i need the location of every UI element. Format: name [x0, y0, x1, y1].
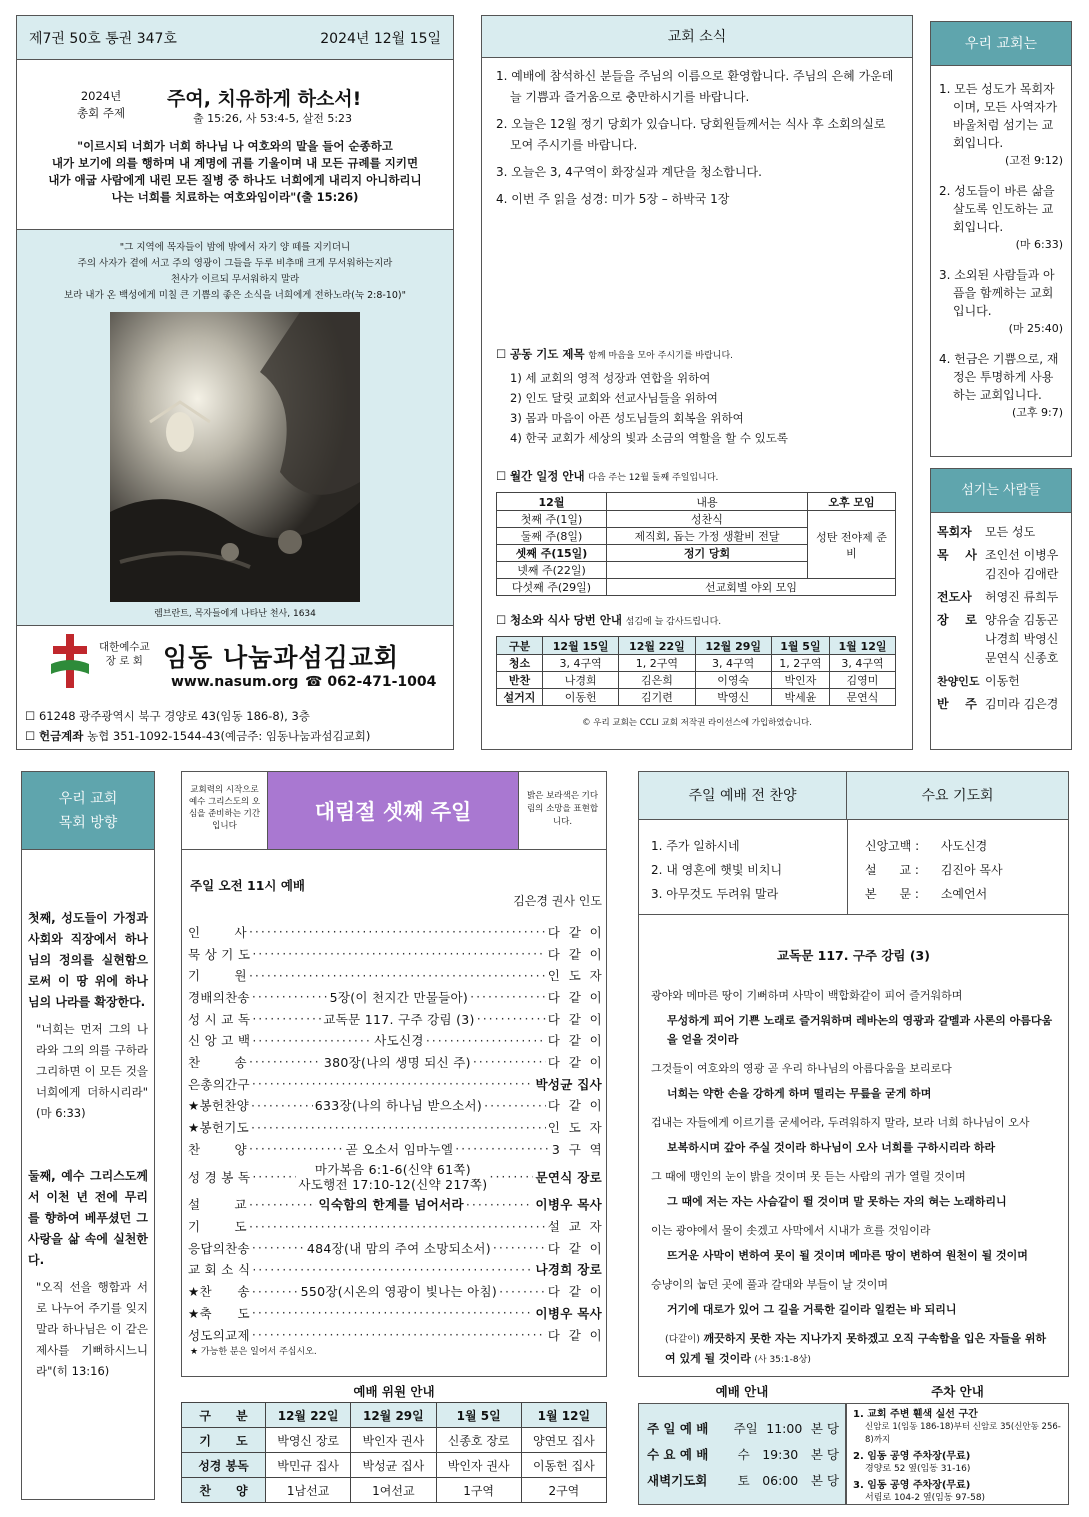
direction-point-2: 둘째, 예수 그리스도께서 이천 년 전에 무리를 향하여 베푸셨던 그 사랑을 삶 속에 실천한다.	[28, 1169, 148, 1267]
committee-title: 예배 위원 안내	[353, 1384, 435, 1399]
church-address: ☐ 61248 광주광역시 북구 경양로 43(임동 186-8), 3층	[25, 709, 310, 723]
order-item: ★축 도 ····· 이병우 목사	[188, 1302, 602, 1324]
painting-caption: 렘브란트, 목자들에게 나타난 천사, 1634	[154, 609, 316, 619]
wed-row: 설 교 : 김진아 목사	[865, 863, 1003, 877]
order-item: 성 경 봉 독 ····· 마가복음 6:1-6(신약 61쪽) 사도행전 17:10-12(신약 217쪽) ····· 문연식 장로	[188, 1160, 602, 1194]
direction-title: 우리 교회 목회 방향	[22, 772, 154, 850]
worship-order-panel	[181, 771, 607, 1377]
servant-row: 반 주 김미라 김은경	[937, 697, 1059, 711]
schedule-row: 새벽기도회 토 06:00 본 당	[647, 1473, 839, 1488]
order-item: 기 도 ····· 설 교 자	[188, 1215, 602, 1237]
monthly-table: 12월 내용 오후 모임 첫째 주(1일) 성찬식 성탄 전야제 준비 둘째 주(8일) 제직회, 돕는 가정 생활비 전달 셋째 주(15일) 정기 당회 넷째 주(22일) 다섯째 주(29일) 선교회별 야외 모임	[496, 492, 896, 596]
servants-panel	[930, 468, 1072, 750]
reading-body	[651, 986, 1056, 1370]
issue-volume: 제7권 50호 통권 347호	[29, 30, 177, 47]
parking-item: 3. 임동 공영 주차장(무료) 서림로 104-2 옆(임동 97-58)	[853, 1480, 986, 1503]
church-phone: ☎ 062-471-1004	[305, 674, 437, 690]
order-item: 교 회 소 식 ····· 나경희 장로	[188, 1259, 602, 1281]
order-item: 성 시 교 독 ····· 교독문 117. 구주 강림 (3) ····· 다 같 이	[188, 1008, 602, 1030]
wed-list	[865, 834, 1003, 906]
wed-title: 수요 기도회	[847, 772, 1068, 820]
prayer-item: 4) 한국 교회가 세상의 빛과 소금의 역할을 할 수 있도록	[510, 431, 788, 445]
reading-response-line: 너희는 약한 손을 강하게 하며 떨리는 무릎을 굳게 하며	[667, 1087, 932, 1100]
news-list	[496, 66, 900, 210]
scripture-block: "그 지역에 목자들이 밤에 밖에서 자기 양 떼를 지키더니 주의 사자가 곁에 서고 주의 영광이 그들을 두루 비추매 크게 무서워하는지라 천사가 이르되 무서워하지 말라 보라 내가 온 백성에게 미칠 큰 기쁨의 좋은 소식을 너희에게 전하노라(눅 2:8-10)" 렘브란트, 목자들에게 나타난 천사, 1634	[17, 230, 453, 626]
order-item: 경배의찬송 ····· 5장(이 천지간 만물들아) ····· 다 같 이	[188, 986, 602, 1008]
duty-table: 구분 12월 15일 12월 22일 12월 29일 1월 5일 1월 12일 청소 3, 4구역 1, 2구역 3, 4구역 1, 2구역 3, 4구역 반찬 나경희 김은희 이영숙 박인자 김영미 설거지 이동헌 김기련 박영신 박세윤 문연식	[496, 636, 896, 706]
church-account: ☐ 헌금계좌 농협 351-1092-1544-43(예금주: 임동나눔과섬김교회)	[25, 729, 371, 743]
order-item: ★봉헌찬양 ····· 633장(나의 하나님 받으소서) ····· 다 같 이	[188, 1095, 602, 1117]
parking-panel	[846, 1403, 1069, 1505]
parking-item: 1. 교회 주변 휀색 실선 구간 신암로 1(임동 186-18)부터 신암로 35(신안동 256-8)까지	[853, 1409, 1061, 1445]
prayer-note: 함께 마음을 모아 주시기를 바랍니다.	[588, 351, 734, 361]
rembrandt-painting-image	[110, 312, 360, 602]
servant-row: 찬양인도 이동헌	[937, 674, 1020, 688]
order-item: 묵 상 기 도 ····· 다 같 이	[188, 943, 602, 965]
duty-note: 섬김에 늘 감사드립니다.	[625, 617, 722, 627]
order-item: 응답의찬송 ····· 484장(내 맘의 주여 소망되소서) ····· 다 같 이	[188, 1237, 602, 1259]
servant-row: 목회자 모든 성도	[937, 525, 1036, 539]
service-title: 주일 오전 11시 예배	[190, 878, 305, 893]
praise-item: 2. 내 영혼에 햇빛 비치니	[651, 863, 783, 877]
direction-quote-1: "너희는 먼저 그의 나라와 그의 의를 구하라 그리하면 이 모든 것을 너희에게 더하시리라"(마 6:33)	[36, 1022, 148, 1120]
top-left-panel	[16, 15, 454, 750]
reading-panel	[638, 771, 1069, 1377]
order-item: 인 사 ····· 다 같 이	[188, 921, 602, 943]
table-row: 설거지 이동헌 김기련 박영신 박세윤 문연식	[497, 689, 896, 706]
order-item: ★찬 송 ····· 550장(시온의 영광이 빛나는 아침) ····· 다 같 이	[188, 1280, 602, 1302]
order-list	[188, 921, 602, 1345]
table-row: 첫째 주(1일) 성찬식 성탄 전야제 준비	[497, 511, 896, 528]
servant-row: 목 사 조인선 이병우 김진아 김애란	[937, 548, 1059, 581]
order-item: 은총의간구 ····· 박성균 집사	[188, 1073, 602, 1095]
reading-leader-line: 그것들이 여호와의 영광 곧 우리 하나님의 아름다움을 보리로다	[651, 1062, 952, 1075]
table-row: 둘째 주(8일) 제직회, 돕는 가정 생활비 전달	[497, 528, 896, 545]
reading-response-line: 거기에 대로가 있어 그 길을 거룩한 길이라 일컫는 바 되리니	[667, 1303, 957, 1316]
table-row: 찬 양 1남선교 1여선교 1구역 2구역	[182, 1478, 607, 1503]
church-website[interactable]: www.nasum.org	[171, 674, 299, 690]
schedule-panel	[638, 1403, 846, 1505]
schedule-title: 예배 안내	[715, 1384, 769, 1399]
issue-date: 2024년 12월 15일	[320, 30, 441, 47]
reading-response-line: 뜨거운 사막이 변하여 못이 될 것이며 메마른 땅이 변하여 원천이 될 것이며	[667, 1249, 1028, 1262]
news-item: 2. 오늘은 12월 정기 당회가 있습니다. 당회원들께서는 식사 후 소회의실로 모여 주시기를 바랍니다.	[496, 117, 886, 152]
worship-left-note: 교회력의 시작으로 예수 그리스도의 오심을 준비하는 기간입니다	[182, 772, 268, 850]
reading-response-line: 보복하시며 갚아 주실 것이라 하나님이 오사 너희를 구하시리라 하라	[667, 1141, 996, 1154]
praise-item: 3. 아무것도 두려워 말라	[651, 887, 779, 901]
praise-title: 주일 예배 전 찬양	[639, 772, 847, 820]
table-row: 성경 봉독 박민규 집사 박성균 집사 박인자 권사 이동헌 집사	[182, 1453, 607, 1478]
prayer-item: 2) 인도 달릿 교회와 선교사님들을 위하여	[510, 391, 718, 405]
our-church-item: 2. 성도들이 바른 삶을 살도록 인도하는 교회입니다. (마 6:33)	[939, 184, 1063, 251]
order-item: 찬 송 ····· 380장(나의 생명 되신 주) ····· 다 같 이	[188, 1051, 602, 1073]
wed-row: 본 문 : 소예언서	[865, 887, 988, 901]
issue-header	[17, 16, 453, 60]
parking-title: 주차 안내	[931, 1384, 984, 1399]
news-item: 3. 오늘은 3, 4구역이 화장실과 계단을 청소합니다.	[496, 165, 762, 179]
theme-quote: "이르시되 너희가 너희 하나님 나 여호와의 말을 들어 순종하고 내가 보기에 의를 행하며 내 계명에 귀를 기울이며 내 모든 규례를 지키면 내가 애굽 사람에게 내린 모든 질병 중 하나도 너희에게 내리지 아니하리니 나는 너희를 치료하는 여호와임이라"(출 15:26)	[48, 139, 422, 204]
theme-title: 주여, 치유하게 하소서!	[167, 88, 362, 110]
church-denomination-2: 장 로 회	[105, 655, 143, 667]
news-item: 1. 예배에 참석하신 분들을 주님의 이름으로 환영합니다. 주님의 은혜 가운데 늘 기쁨과 즐거움으로 충만하시기를 바랍니다.	[496, 69, 894, 104]
reading-leader-line: 승냥이의 눕던 곳에 풀과 갈대와 부들이 날 것이며	[651, 1278, 888, 1291]
theme-block	[17, 60, 453, 230]
service-leader: 김은경 권사 인도	[513, 894, 602, 908]
news-title: 교회 소식	[482, 16, 912, 58]
reading-title: 교독문 117. 구주 강림 (3)	[777, 948, 930, 963]
monthly-title: 월간 일정 안내	[509, 469, 585, 483]
monthly-section: ☐ 월간 일정 안내 다음 주는 12월 둘째 주일입니다. 12월 내용 오후 모임 첫째 주(1일) 성찬식 성탄 전야제 준비 둘째 주(8일) 제직회, 돕는 가정 생활비 전달 셋째 주(15일) 정기 당회 넷째 주(22일) 다섯째 주(29일) 선교회별 야외 모임	[496, 468, 898, 596]
table-row: 기 도 박영신 장로 박인자 권사 신종호 장로 양연모 집사	[182, 1428, 607, 1453]
prayer-item: 3) 몸과 마음이 아픈 성도님들의 회복을 위하여	[510, 411, 744, 425]
order-item: 성도의교제 ····· 다 같 이	[188, 1324, 602, 1346]
duty-section: ☐ 청소와 식사 당번 안내 섬김에 늘 감사드립니다. 구분 12월 15일 12월 22일 12월 29일 1월 5일 1월 12일 청소 3, 4구역 1, 2구역 3, 4구역 1, 2구역 3, 4구역 반찬 나경희 김은희 이영숙 박인자 김영미 설거지 이동헌 김기련 박영신 박세윤 문연식	[496, 612, 898, 706]
table-row: 넷째 주(22일)	[497, 562, 896, 579]
order-item: 기 원 ····· 인 도 자	[188, 964, 602, 986]
worship-title: 대림절 셋째 주일	[268, 772, 518, 850]
worship-right-note: 밝은 보라색은 기다림의 소망을 표현합니다.	[518, 772, 606, 850]
news-item: 4. 이번 주 읽을 성경: 미가 5장 – 하박국 1장	[496, 192, 730, 206]
news-panel	[481, 15, 913, 750]
reading-response-line: 무성하게 피어 기쁜 노래로 즐거워하며 레바논의 영광과 갈멜과 사론의 아름다움을 얻을 것이라	[667, 1014, 1053, 1046]
servant-row: 장 로 양유술 김동곤 나경희 박영신 문연식 신종호	[937, 613, 1059, 665]
praise-item: 1. 주가 일하시네	[651, 839, 740, 853]
prayer-title: 공동 기도 제목	[509, 347, 585, 361]
reading-response-line: 그 때에 저는 자는 사슴같이 뛸 것이며 말 못하는 자의 혀는 노래하리니	[667, 1195, 1007, 1208]
table-row: 반찬 나경희 김은희 이영숙 박인자 김영미	[497, 672, 896, 689]
theme-refs: 출 15:26, 사 53:4-5, 살전 5:23	[193, 112, 353, 125]
ccli-note: © 우리 교회는 CCLI 교회 저작권 라이선스에 가입하였습니다.	[582, 718, 812, 728]
table-row: 다섯째 주(29일) 선교회별 야외 모임	[497, 579, 896, 596]
order-footnote: ★ 가능한 분은 일어서 주십시오.	[190, 1347, 317, 1357]
parking-item: 2. 임동 공영 주차장(무료) 경양로 52 옆(임동 31-16)	[853, 1451, 971, 1474]
prayer-item: 1) 세 교회의 영적 성장과 연합을 위하여	[510, 371, 711, 385]
church-logo-icon	[49, 634, 91, 688]
our-church-panel	[930, 21, 1072, 457]
order-item: 찬 양 ····· 곧 오소서 임마누엘 ····· 3 구 역	[188, 1138, 602, 1160]
our-church-title: 우리 교회는	[931, 22, 1071, 66]
reading-leader-line: 그 때에 맹인의 눈이 밝을 것이며 못 듣는 사람의 귀가 열릴 것이며	[651, 1170, 966, 1183]
our-church-item: 3. 소외된 사람들과 아픔을 함께하는 교회입니다. (마 25:40)	[939, 268, 1063, 335]
reading-final: (다같이) 깨끗하지 못한 자는 지나가지 못하겠고 오직 구속함을 입은 자들을 위하여 있게 될 것이라 (사 35:1-8상)	[665, 1332, 1047, 1365]
church-name: 임동 나눔과섬김교회	[163, 643, 400, 672]
direction-quote-2: "오직 선을 행함과 서로 나누어 주기를 잊지 말라 하나님은 이 같은 제사를 기뻐하시느니라"(히 13:16)	[36, 1280, 148, 1378]
order-item: 신 앙 고 백 ····· 사도신경 ····· 다 같 이	[188, 1029, 602, 1051]
our-church-item: 1. 모든 성도가 목회자이며, 모든 사역자가 바울처럼 섬기는 교회입니다. (고전 9:12)	[939, 82, 1063, 167]
reading-leader-line: 겁내는 자들에게 이르기를 굳세어라, 두려워하지 말라, 보라 너희 하나님이 오사	[651, 1116, 1030, 1129]
schedule-row: 주 일 예 배 주일 11:00 본 당	[647, 1421, 839, 1436]
reading-leader-line: 광야와 메마른 땅이 기뻐하며 사막이 백합화같이 피어 즐거워하며	[651, 989, 963, 1002]
table-row: 셋째 주(15일) 정기 당회	[497, 545, 896, 562]
order-item: ★봉헌기도 ····· 인 도 자	[188, 1116, 602, 1138]
theme-year: 2024년	[80, 89, 122, 103]
church-denomination-1: 대한예수교	[99, 641, 150, 653]
church-info-block	[17, 626, 453, 749]
servant-row: 전도사 허영진 류희두	[937, 590, 1059, 604]
direction-panel	[21, 771, 155, 1500]
table-row: 청소 3, 4구역 1, 2구역 3, 4구역 1, 2구역 3, 4구역	[497, 655, 896, 672]
committee-table: 구 분 12월 22일 12월 29일 1월 5일 1월 12일 기 도 박영신 장로 박인자 권사 신종호 장로 양연모 집사 성경 봉독 박민규 집사 박성균 집사 박인자 권사 이동헌 집사 찬 양 1남선교 1여선교 1구역 2구역	[181, 1402, 607, 1503]
prayer-section: ☐ 공동 기도 제목 함께 마음을 모아 주시기를 바랍니다. 1) 세 교회의 영적 성장과 연합을 위하여 2) 인도 달릿 교회와 선교사님들을 위하여 3) 몸과 마음이 아픈 성도님들의 회복을 위하여 4) 한국 교회가 세상의 빛과 소금의 역할을 할 수 있도록	[496, 346, 904, 448]
order-item: 설 교 ····· 익숙함의 한계를 넘어서라 ····· 이병우 목사	[188, 1194, 602, 1216]
praise-list	[651, 834, 782, 906]
servants-title: 섬기는 사람들	[931, 469, 1071, 513]
theme-label: 총회 주제	[77, 106, 126, 120]
wed-row: 신앙고백 : 사도신경	[865, 839, 988, 853]
direction-point-1: 첫째, 성도들이 가정과 사회와 직장에서 하나님의 정의를 실현함으로써 이 땅 위에 하나님의 나라를 확장한다.	[28, 911, 148, 1009]
our-church-item: 4. 헌금은 기쁨으로, 재정은 투명하게 사용하는 교회입니다. (고후 9:7)	[939, 352, 1063, 419]
schedule-row: 수 요 예 배 수 19:30 본 당	[647, 1447, 839, 1462]
reading-leader-line: 이는 광야에서 물이 솟겠고 사막에서 시내가 흐를 것임이라	[651, 1224, 931, 1237]
duty-title: 청소와 식사 당번 안내	[509, 613, 622, 627]
monthly-note: 다음 주는 12월 둘째 주일입니다.	[588, 473, 719, 483]
